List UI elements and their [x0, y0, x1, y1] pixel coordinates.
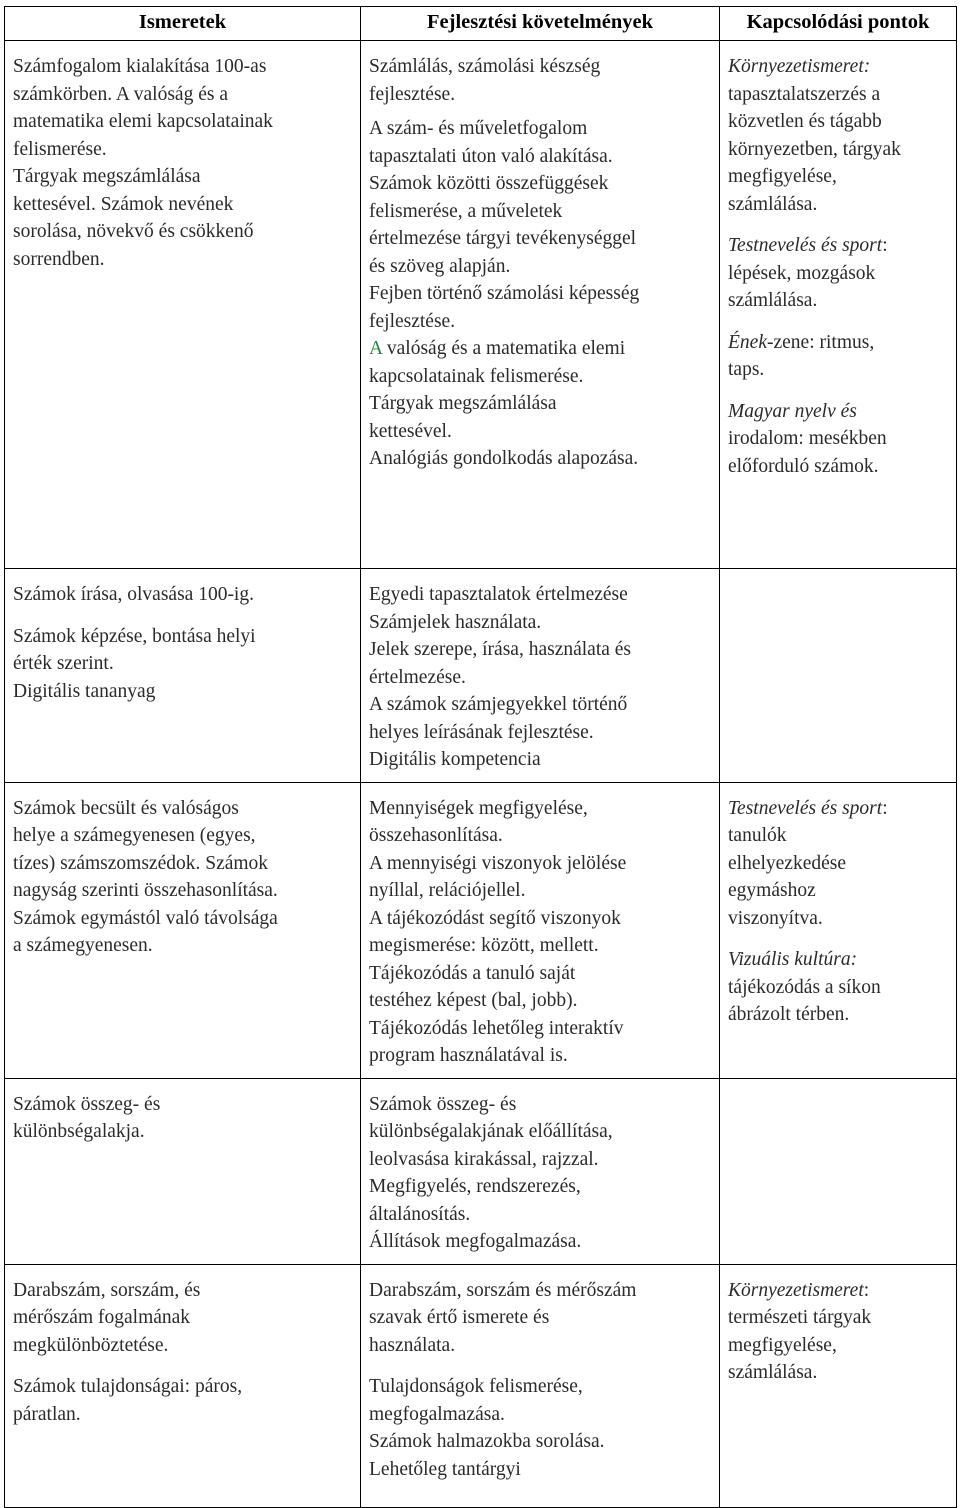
text-line: általánosítás.: [369, 1203, 471, 1225]
text-line: [728, 1277, 948, 1305]
text-line: Számok becsült és valóságos: [13, 797, 239, 819]
text-line: Digitális kompetencia: [369, 749, 541, 770]
text-line: leolvasása kirakással, rajzzal.: [369, 1148, 599, 1170]
text-line: Tájékozódás lehetőleg interaktív: [369, 1017, 624, 1039]
text-line: A mennyiségi viszonyok jelölése: [369, 852, 627, 874]
text-line: Számok tulajdonságai: páros,: [13, 1376, 243, 1397]
cell-kapcsolodas: [720, 569, 957, 783]
cell-fejlesztes: [361, 1264, 720, 1508]
text-line: különbségalakja.: [13, 1121, 145, 1142]
text-line: használata.: [369, 1334, 456, 1356]
subject-title: Magyar nyelv és: [728, 400, 857, 422]
text-line: Tájékozódás a tanuló saját: [369, 962, 576, 984]
cell-fejlesztes: [361, 569, 720, 783]
text-line: felismerése.: [13, 138, 107, 160]
text-line: Tárgyak megszámlálása: [369, 393, 557, 414]
text-line: összehasonlítása.: [369, 825, 503, 846]
cell-ismeretek: [5, 782, 361, 1078]
text-line: Számfogalom kialakítása 100-as: [13, 56, 267, 77]
text-line: számlálása.: [728, 193, 818, 215]
subject-title: Környezetismeret: [728, 1279, 864, 1301]
text-line: környezetben, tárgyak: [728, 138, 901, 160]
text-line: Számok közötti összefüggések: [369, 173, 609, 194]
text-line: A szám- és műveletfogalom: [369, 118, 588, 139]
text-line: helye a számegyenesen (egyes,: [13, 825, 256, 846]
text-line: felismerése, a műveletek: [369, 200, 563, 222]
header-kapcsolodasi-pontok: Kapcsolódási pontok: [720, 7, 957, 41]
text-line: számkörben. A valóság és a: [13, 83, 228, 105]
text-line: A számok számjegyekkel történő: [369, 694, 628, 715]
text-line: [728, 232, 948, 260]
text-line: Megfigyelés, rendszerezés,: [369, 1176, 581, 1197]
cell-kapcsolodas: [720, 41, 957, 569]
text-line: közvetlen és tágabb: [728, 111, 882, 132]
text-line: A tájékozódást segítő viszonyok: [369, 907, 621, 929]
cell-fejlesztes: [361, 1078, 720, 1264]
text-line: irodalom: mesékben: [728, 428, 887, 449]
text-line: ábrázolt térben.: [728, 1004, 850, 1025]
cell-kapcsolodas: [720, 1078, 957, 1264]
text-line: Darabszám, sorszám, és: [13, 1279, 201, 1301]
text-line: megfogalmazása.: [369, 1403, 505, 1425]
curriculum-document: [4, 6, 956, 1480]
text-line: megfigyelése,: [728, 166, 837, 187]
text-fragment: :: [882, 797, 888, 819]
text-line: matematika elemi kapcsolatainak: [13, 111, 273, 132]
header-ismeretek: Ismeretek: [5, 7, 361, 41]
text-line: [369, 335, 711, 363]
text-line: taps.: [728, 359, 765, 380]
text-line: Állítások megfogalmazása.: [369, 1231, 582, 1252]
text-line: megfigyelése,: [728, 1334, 837, 1356]
text-line: Számjelek használata.: [369, 611, 542, 633]
text-line: program használatával is.: [369, 1045, 568, 1066]
text-line: tapasztalatszerzés a: [728, 83, 881, 105]
text-line: kapcsolatainak felismerése.: [369, 365, 584, 387]
text-line: mérőszám fogalmának: [13, 1307, 191, 1328]
cell-ismeretek: [5, 41, 361, 569]
table-header-row: [5, 7, 957, 41]
highlighted-letter: A: [369, 338, 383, 359]
text-line: különbségalakjának előállítása,: [369, 1121, 613, 1142]
text-line: Számok képzése, bontása helyi: [13, 625, 256, 647]
text-line: Digitális tananyag: [13, 680, 156, 702]
text-line: megismerése: között, mellett.: [369, 935, 599, 956]
text-fragment: -zene: ritmus,: [766, 331, 875, 353]
text-fragment: :: [863, 1279, 870, 1301]
subject-title: Testnevelés és sport: [728, 235, 883, 256]
subject-title: Testnevelés és sport: [728, 797, 883, 819]
text-line: Mennyiségek megfigyelése,: [369, 797, 588, 819]
text-line: Tulajdonságok felismerése,: [369, 1376, 583, 1397]
text-line: helyes leírásának fejlesztése.: [369, 721, 594, 743]
text-line: elhelyezkedése: [728, 852, 847, 874]
text-line: [728, 795, 948, 823]
subject-title: Ének: [728, 331, 767, 353]
text-line: Számok összeg- és: [369, 1093, 517, 1115]
text-line: tanulók: [728, 825, 787, 846]
text-line: megkülönböztetése.: [13, 1334, 169, 1356]
text-line: [728, 329, 948, 357]
text-line: Analógiás gondolkodás alapozása.: [369, 448, 639, 469]
text-line: Számok összeg- és: [13, 1093, 161, 1115]
text-line: Számlálás, számolási készség: [369, 56, 601, 77]
table-row: [5, 1264, 957, 1508]
text-line: számlálása.: [728, 290, 818, 311]
text-line: értelmezése.: [369, 666, 466, 688]
subject-title: Vizuális kultúra:: [728, 949, 858, 970]
text-line: Lehetőleg tantárgyi: [369, 1458, 521, 1480]
text-line: számlálása.: [728, 1362, 818, 1383]
text-line: értelmezése tárgyi tevékenységgel: [369, 228, 637, 249]
text-line: tízes) számszomszédok. Számok: [13, 852, 269, 874]
text-line: fejlesztése.: [369, 83, 456, 105]
subject-title: Környezetismeret:: [728, 56, 871, 77]
text-line: természeti tárgyak: [728, 1307, 872, 1328]
curriculum-table: [4, 6, 957, 1508]
text-line: érték szerint.: [13, 653, 114, 674]
cell-kapcsolodas: [720, 782, 957, 1078]
cell-ismeretek: [5, 1078, 361, 1264]
text-line: Tárgyak megszámlálása: [13, 166, 201, 187]
text-line: viszonyítva.: [728, 907, 823, 929]
text-line: Darabszám, sorszám és mérőszám: [369, 1279, 637, 1301]
text-line: kettesével.: [369, 420, 452, 442]
text-line: a számegyenesen.: [13, 935, 153, 956]
table-row: [5, 1078, 957, 1264]
text-line: nyíllal, relációjellel.: [369, 880, 526, 901]
cell-fejlesztes: [361, 41, 720, 569]
text-line: Fejben történő számolási képesség: [369, 283, 640, 304]
cell-kapcsolodas: [720, 1264, 957, 1508]
text-line: és szöveg alapján.: [369, 255, 511, 277]
text-fragment: :: [882, 235, 888, 256]
text-line: kettesével. Számok nevének: [13, 193, 234, 215]
text-line: tájékozódás a síkon: [728, 976, 881, 998]
header-fejlesztesi-kovetelmenyek: Fejlesztési követelmények: [361, 7, 720, 41]
text-line: sorrendben.: [13, 248, 105, 270]
text-line: Jelek szerepe, írása, használata és: [369, 639, 632, 660]
table-row: [5, 41, 957, 569]
table-row: [5, 782, 957, 1078]
text-fragment: valóság és a matematika elemi: [382, 338, 626, 359]
text-line: sorolása, növekvő és csökkenő: [13, 221, 254, 242]
text-line: fejlesztése.: [369, 310, 456, 332]
text-line: Egyedi tapasztalatok értelmezése: [369, 584, 628, 605]
text-line: Számok egymástól való távolsága: [13, 907, 278, 929]
text-line: Számok halmazokba sorolása.: [369, 1431, 605, 1452]
text-line: egymáshoz: [728, 880, 816, 901]
text-line: előforduló számok.: [728, 455, 879, 477]
text-line: nagyság szerinti összehasonlítása.: [13, 880, 278, 901]
text-line: testéhez képest (bal, jobb).: [369, 990, 578, 1011]
cell-fejlesztes: [361, 782, 720, 1078]
table-row: [5, 569, 957, 783]
text-line: lépések, mozgások: [728, 262, 876, 284]
cell-ismeretek: [5, 1264, 361, 1508]
text-line: páratlan.: [13, 1403, 81, 1425]
text-line: tapasztalati úton való alakítása.: [369, 145, 613, 167]
cell-ismeretek: [5, 569, 361, 783]
text-line: Számok írása, olvasása 100-ig.: [13, 584, 254, 605]
text-line: szavak értő ismerete és: [369, 1307, 550, 1328]
